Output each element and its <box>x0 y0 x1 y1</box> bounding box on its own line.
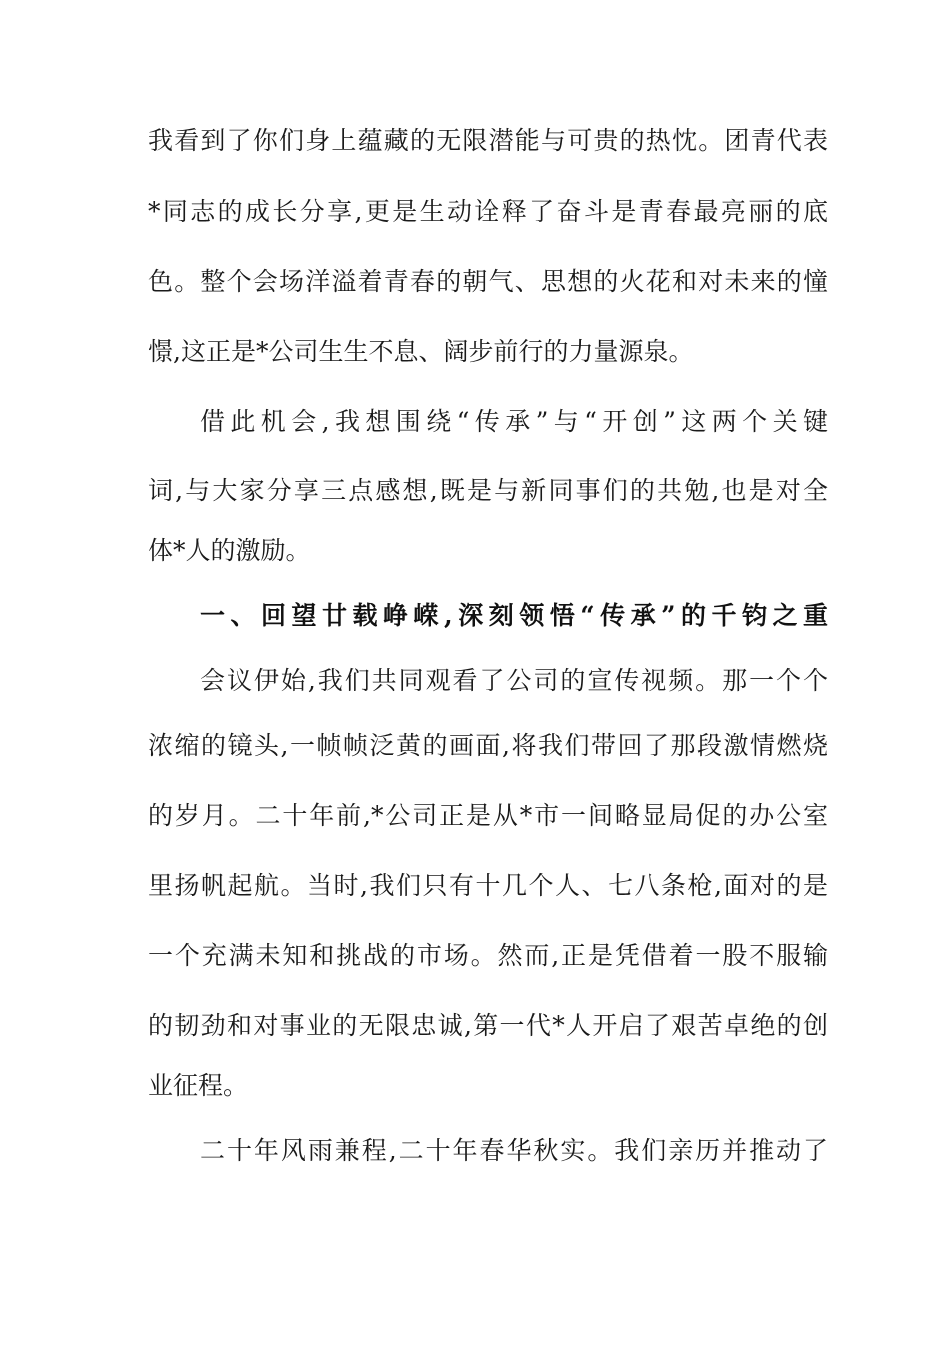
paragraph-line: 的岁月。二十年前,*公司正是从*市一间略显局促的办公室 <box>148 801 828 830</box>
paragraph-line: 会议伊始,我们共同观看了公司的宣传视频。那一个个 <box>200 666 828 695</box>
paragraph-line: 色。整个会场洋溢着青春的朝气、思想的火花和对未来的憧 <box>148 267 828 296</box>
paragraph-line: 我看到了你们身上蕴藏的无限潜能与可贵的热忱。团青代表 <box>148 126 828 155</box>
paragraph-line: 体*人的激励。 <box>148 536 311 565</box>
paragraph-line: 一个充满未知和挑战的市场。然而,正是凭借着一股不服输 <box>148 941 828 970</box>
paragraph-line: 借此机会,我想围绕“传承”与“开创”这两个关键 <box>200 407 828 436</box>
paragraph-line: 业征程。 <box>148 1071 249 1100</box>
paragraph-line: 浓缩的镜头,一帧帧泛黄的画面,将我们带回了那段激情燃烧 <box>148 731 828 760</box>
paragraph-line: 词,与大家分享三点感想,既是与新同事们的共勉,也是对全 <box>148 476 828 505</box>
paragraph-line: *同志的成长分享,更是生动诠释了奋斗是青春最亮丽的底 <box>148 197 828 226</box>
paragraph-line: 二十年风雨兼程,二十年春华秋实。我们亲历并推动了 <box>200 1136 828 1165</box>
paragraph-line: 的韧劲和对事业的无限忠诚,第一代*人开启了艰苦卓绝的创 <box>148 1011 828 1040</box>
section-heading: 一、回望廿载峥嵘,深刻领悟“传承”的千钧之重 <box>200 601 828 630</box>
paragraph-line: 憬,这正是*公司生生不息、阔步前行的力量源泉。 <box>148 337 694 366</box>
paragraph-line: 里扬帆起航。当时,我们只有十几个人、七八条枪,面对的是 <box>148 871 828 900</box>
